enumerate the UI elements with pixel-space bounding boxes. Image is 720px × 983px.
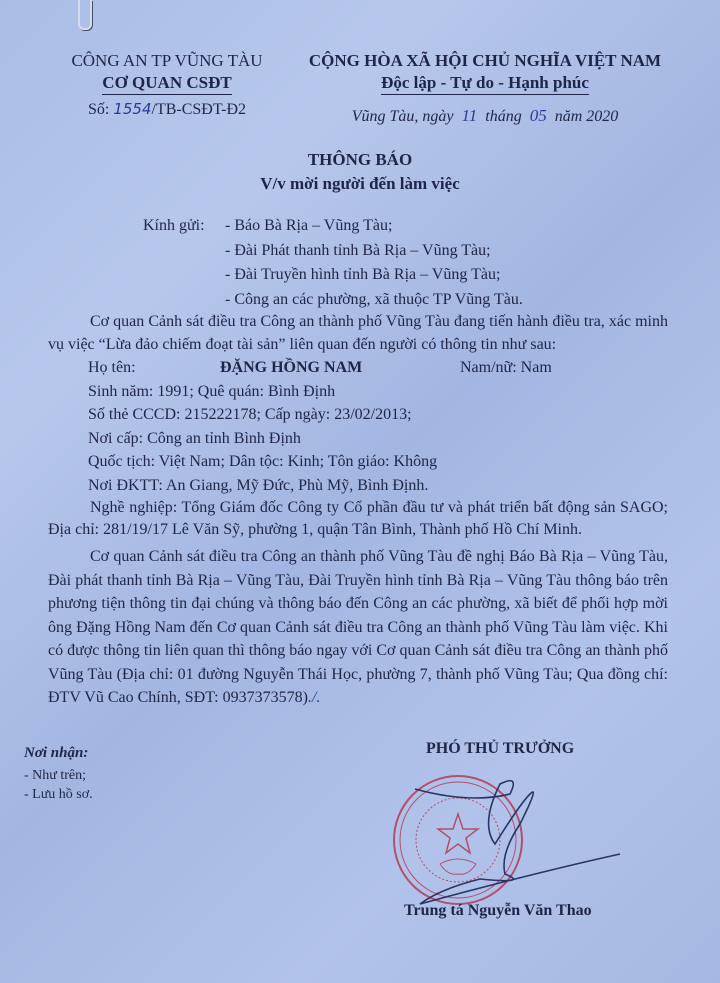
id-card-info: Số thẻ CCCD: 215222178; Cấp ngày: 23/02/2013; bbox=[88, 406, 412, 423]
date-month-label: tháng bbox=[485, 108, 522, 125]
signature-scribble bbox=[415, 781, 620, 904]
document-number bbox=[52, 98, 282, 121]
issued-by-info: Nơi cấp: Công an tỉnh Bình Định bbox=[88, 429, 301, 447]
distribution-item: - Lưu hồ sơ. bbox=[24, 787, 93, 802]
issuing-agency-header bbox=[52, 50, 282, 121]
national-motto: Độc lập - Tự do - Hạnh phúc bbox=[381, 72, 589, 95]
distribution-label: Nơi nhận: bbox=[24, 745, 89, 761]
nation-name: CỘNG HÒA XÃ HỘI CHỦ NGHĨA VIỆT NAM bbox=[308, 51, 662, 70]
handwritten-end-mark: ./. bbox=[307, 689, 321, 706]
residence-info: Nơi ĐKTT: An Giang, Mỹ Đức, Phù Mỹ, Bình Định. bbox=[88, 476, 429, 494]
number-label: Số: bbox=[87, 101, 110, 118]
signer-role: PHÓ THỦ TRƯỞNG bbox=[426, 740, 575, 757]
occupation-info: Nghề nghiệp: Tổng Giám đốc Công ty Cổ phần đầu tư và phát triển bất động sản SAGO; Địa chỉ: 281/19/17 Lê Văn Sỹ, phường 1, quận Tân Bình, Thành phố Hồ Chí Minh. bbox=[48, 499, 668, 538]
intro-paragraph: Cơ quan Cảnh sát điều tra Công an thành phố Vũng Tàu đang tiến hành điều tra, xác minh vụ việc “Lừa đảo chiếm đoạt tài sản” liên quan đến người có thông tin như sau: bbox=[48, 313, 668, 353]
agency-name: CÔNG AN TP VŨNG TÀU bbox=[71, 51, 263, 70]
recipient-item: - Báo Bà Rịa – Vũng Tàu; bbox=[225, 217, 393, 234]
signer-name: Trung tá Nguyễn Văn Thao bbox=[404, 902, 592, 919]
national-header bbox=[290, 50, 680, 128]
name-row bbox=[88, 356, 668, 380]
recipient-item: - Công an các phường, xã thuộc TP Vũng Tàu. bbox=[225, 290, 523, 308]
document-body bbox=[48, 310, 668, 710]
person-name: ĐẶNG HỒNG NAM bbox=[220, 359, 363, 376]
department-name: CƠ QUAN CSĐT bbox=[102, 72, 231, 95]
date-month: 05 bbox=[529, 106, 547, 125]
birth-info: Sinh năm: 1991; Quê quán: Bình Định bbox=[88, 382, 336, 400]
number-handwritten: 1554 bbox=[113, 100, 152, 118]
request-text: Cơ quan Cảnh sát điều tra Công an thành phố Vũng Tàu đề nghị Báo Bà Rịa – Vũng Tàu, Đài phát thanh tỉnh Bà Rịa – Vũng Tàu, Đài Truyền hình tỉnh Bà Rịa – Vũng Tàu thông báo trên phương tiện thông tin đại chúng và thông báo đến Công an các phường, xã biết để phối hợp mời ông Đặng Hồng Nam đến Cơ quan Cảnh sát điều tra Công an thành phố Vũng Tàu làm việc. Khi có được thông tin liên quan thì thông báo ngay với Cơ quan Cảnh sát điều tra Công an thành phố Vũng Tàu (Địa chỉ: 01 đường Nguyễn Thái Học, phường 7, thành phố Vũng Tàu; Qua đồng chí: ĐTV Vũ Cao Chính, SĐT: 0937373578) bbox=[48, 548, 668, 706]
nationality-info: Quốc tịch: Việt Nam; Dân tộc: Kinh; Tôn giáo: Không bbox=[88, 453, 438, 470]
person-info bbox=[48, 356, 668, 497]
document-title bbox=[0, 148, 720, 196]
paper-clip-icon bbox=[78, 0, 92, 30]
recipient-item: - Đài Truyền hình tỉnh Bà Rịa – Vũng Tàu; bbox=[225, 266, 501, 283]
date-place: Vũng Tàu, ngày bbox=[351, 108, 454, 125]
document-date bbox=[290, 105, 680, 128]
recipients-block bbox=[143, 214, 523, 312]
distribution-item: - Như trên; bbox=[24, 768, 87, 783]
title-subject: V/v mời người đến làm việc bbox=[260, 174, 460, 193]
person-gender: Nam/nữ: Nam bbox=[460, 359, 552, 376]
date-year: năm 2020 bbox=[554, 108, 619, 125]
name-label: Họ tên: bbox=[88, 359, 136, 376]
request-paragraph bbox=[48, 545, 668, 710]
number-suffix: /TB-CSĐT-Đ2 bbox=[151, 101, 247, 118]
distribution-list bbox=[24, 744, 93, 804]
title-main: THÔNG BÁO bbox=[307, 150, 413, 169]
official-stamp-icon bbox=[380, 764, 640, 914]
recipients-label: Kính gửi: bbox=[143, 217, 205, 234]
date-day: 11 bbox=[461, 106, 478, 125]
recipient-item: - Đài Phát thanh tỉnh Bà Rịa – Vũng Tàu; bbox=[225, 241, 491, 259]
